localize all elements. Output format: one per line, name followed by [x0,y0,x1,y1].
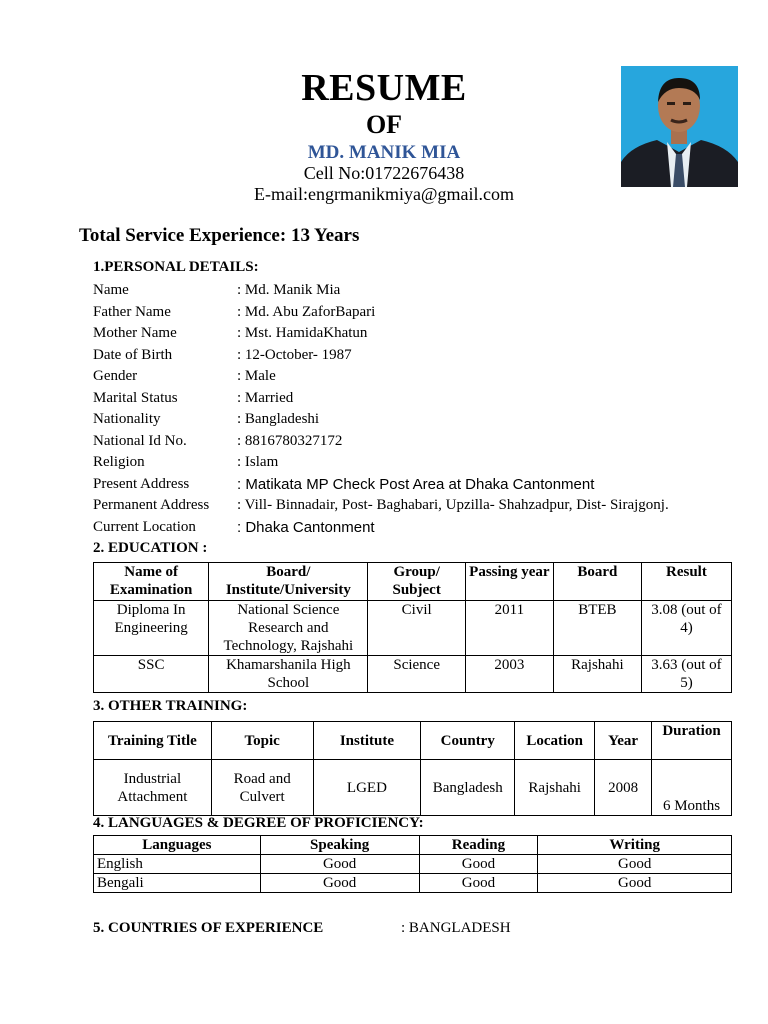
table-header-cell: Location [515,722,595,760]
table-header-cell: Passing year [465,563,553,601]
table-header-cell: Languages [94,836,261,855]
personal-detail-row [93,474,753,496]
personal-detail-row [93,388,753,410]
table-cell: Diploma In Engineering [94,601,209,656]
table-header-cell: Board/ Institute/University [209,563,368,601]
table-header-cell: Duration [652,722,732,760]
personal-detail-label: Current Location [93,518,196,535]
table-cell: Good [260,855,419,874]
candidate-name: MD. MANIK MIA [307,142,461,163]
table-cell: English [94,855,261,874]
personal-detail-label: Present Address [93,475,190,492]
table-cell: Bangladesh [421,760,515,816]
table-cell: Good [538,874,732,893]
table-cell: Good [419,874,538,893]
table-cell: Good [538,855,732,874]
table-cell: 6 Months [652,760,732,816]
table-header-cell: Reading [419,836,538,855]
personal-detail-label: Name [93,282,129,298]
personal-detail-row [93,280,753,302]
table-header-cell: Writing [538,836,732,855]
table-cell: Good [260,874,419,893]
personal-detail-label: Date of Birth [93,346,173,363]
personal-detail-value: : 12-October- 1987 [237,346,352,363]
table-cell: 3.63 (out of 5) [641,656,731,693]
training-heading: 3. OTHER TRAINING: [93,698,248,714]
personal-detail-value: : Islam [237,454,279,470]
table-cell: 2011 [465,601,553,656]
table-cell: LGED [313,760,421,816]
personal-details-heading: 1.PERSONAL DETAILS: [93,259,259,275]
personal-detail-value: : Md. Abu ZaforBapari [237,303,376,320]
table-cell: BTEB [553,601,641,656]
cell-number: Cell No:01722676438 [303,163,465,183]
languages-heading: 4. LANGUAGES & DEGREE OF PROFICIENCY: [93,815,424,831]
personal-detail-value: : Vill- Binnadair, Post- Baghabari, Upzilla- Shahzadpur, Dist- Sirajgonj. [237,497,669,513]
person-portrait-icon [621,66,738,187]
personal-detail-label: National Id No. [93,432,187,449]
education-table [93,562,732,693]
personal-detail-label: Marital Status [93,389,178,406]
countries-heading: 5. COUNTRIES OF EXPERIENCE [93,920,324,936]
personal-detail-value: : Mst. HamidaKhatun [237,325,368,341]
table-cell: 3.08 (out of 4) [641,601,731,656]
languages-table [93,835,732,893]
personal-detail-label: Nationality [93,411,161,427]
personal-detail-row [93,366,753,388]
table-header-cell: Topic [211,722,313,760]
table-row [94,656,732,693]
total-experience: Total Service Experience: 13 Years [79,225,360,246]
personal-detail-value: : Married [237,389,294,406]
personal-detail-row [93,345,753,367]
personal-detail-value: : Male [237,368,276,384]
personal-detail-value: : Matikata MP Check Post Area at Dhaka Cantonment [237,475,595,493]
table-header-cell: Name of Examination [94,563,209,601]
personal-detail-row [93,323,753,345]
personal-detail-label: Gender [93,368,138,384]
table-header-cell: Group/ Subject [368,563,465,601]
table-cell: Civil [368,601,465,656]
table-cell: SSC [94,656,209,693]
email-address: E-mail:engrmanikmiya@gmail.com [253,184,514,204]
table-row [94,760,732,816]
table-row [94,874,732,893]
table-cell: Good [419,855,538,874]
table-cell: Science [368,656,465,693]
personal-detail-row [93,431,753,453]
education-heading: 2. EDUCATION : [93,540,208,556]
personal-detail-row [93,409,753,431]
table-cell: Road and Culvert [211,760,313,816]
resume-title: RESUME [301,67,467,109]
resume-of: OF [365,110,403,139]
table-cell: Rajshahi [553,656,641,693]
personal-detail-row [93,495,753,517]
table-cell: Bengali [94,874,261,893]
table-header-cell: Training Title [94,722,212,760]
personal-detail-label: Mother Name [93,325,177,341]
table-header-cell: Result [641,563,731,601]
table-cell: National Science Research and Technology, Rajshahi [209,601,368,656]
table-row [94,601,732,656]
personal-detail-label: Permanent Address [93,497,210,513]
table-header-cell: Country [421,722,515,760]
table-cell: 2003 [465,656,553,693]
personal-detail-row [93,517,753,539]
personal-detail-value: : Md. Manik Mia [237,282,341,298]
table-cell: Industrial Attachment [94,760,212,816]
table-cell: Rajshahi [515,760,595,816]
countries-value: : BANGLADESH [401,920,511,936]
table-header-cell: Institute [313,722,421,760]
personal-detail-label: Father Name [93,303,171,320]
table-header-cell: Speaking [260,836,419,855]
personal-detail-value: : 8816780327172 [237,432,343,449]
table-header-row [94,722,732,760]
personal-detail-row [93,452,753,474]
personal-details [93,280,753,538]
profile-photo [621,66,738,187]
table-cell: Khamarshanila High School [209,656,368,693]
table-header-cell: Year [595,722,652,760]
table-cell: 2008 [595,760,652,816]
personal-detail-label: Religion [93,454,145,470]
training-table [93,721,732,816]
personal-detail-value: : Dhaka Cantonment [237,518,375,536]
table-header-row [94,836,732,855]
personal-detail-row [93,302,753,324]
table-row [94,855,732,874]
table-header-cell: Board [553,563,641,601]
table-header-row [94,563,732,601]
personal-detail-value: : Bangladeshi [237,411,320,427]
